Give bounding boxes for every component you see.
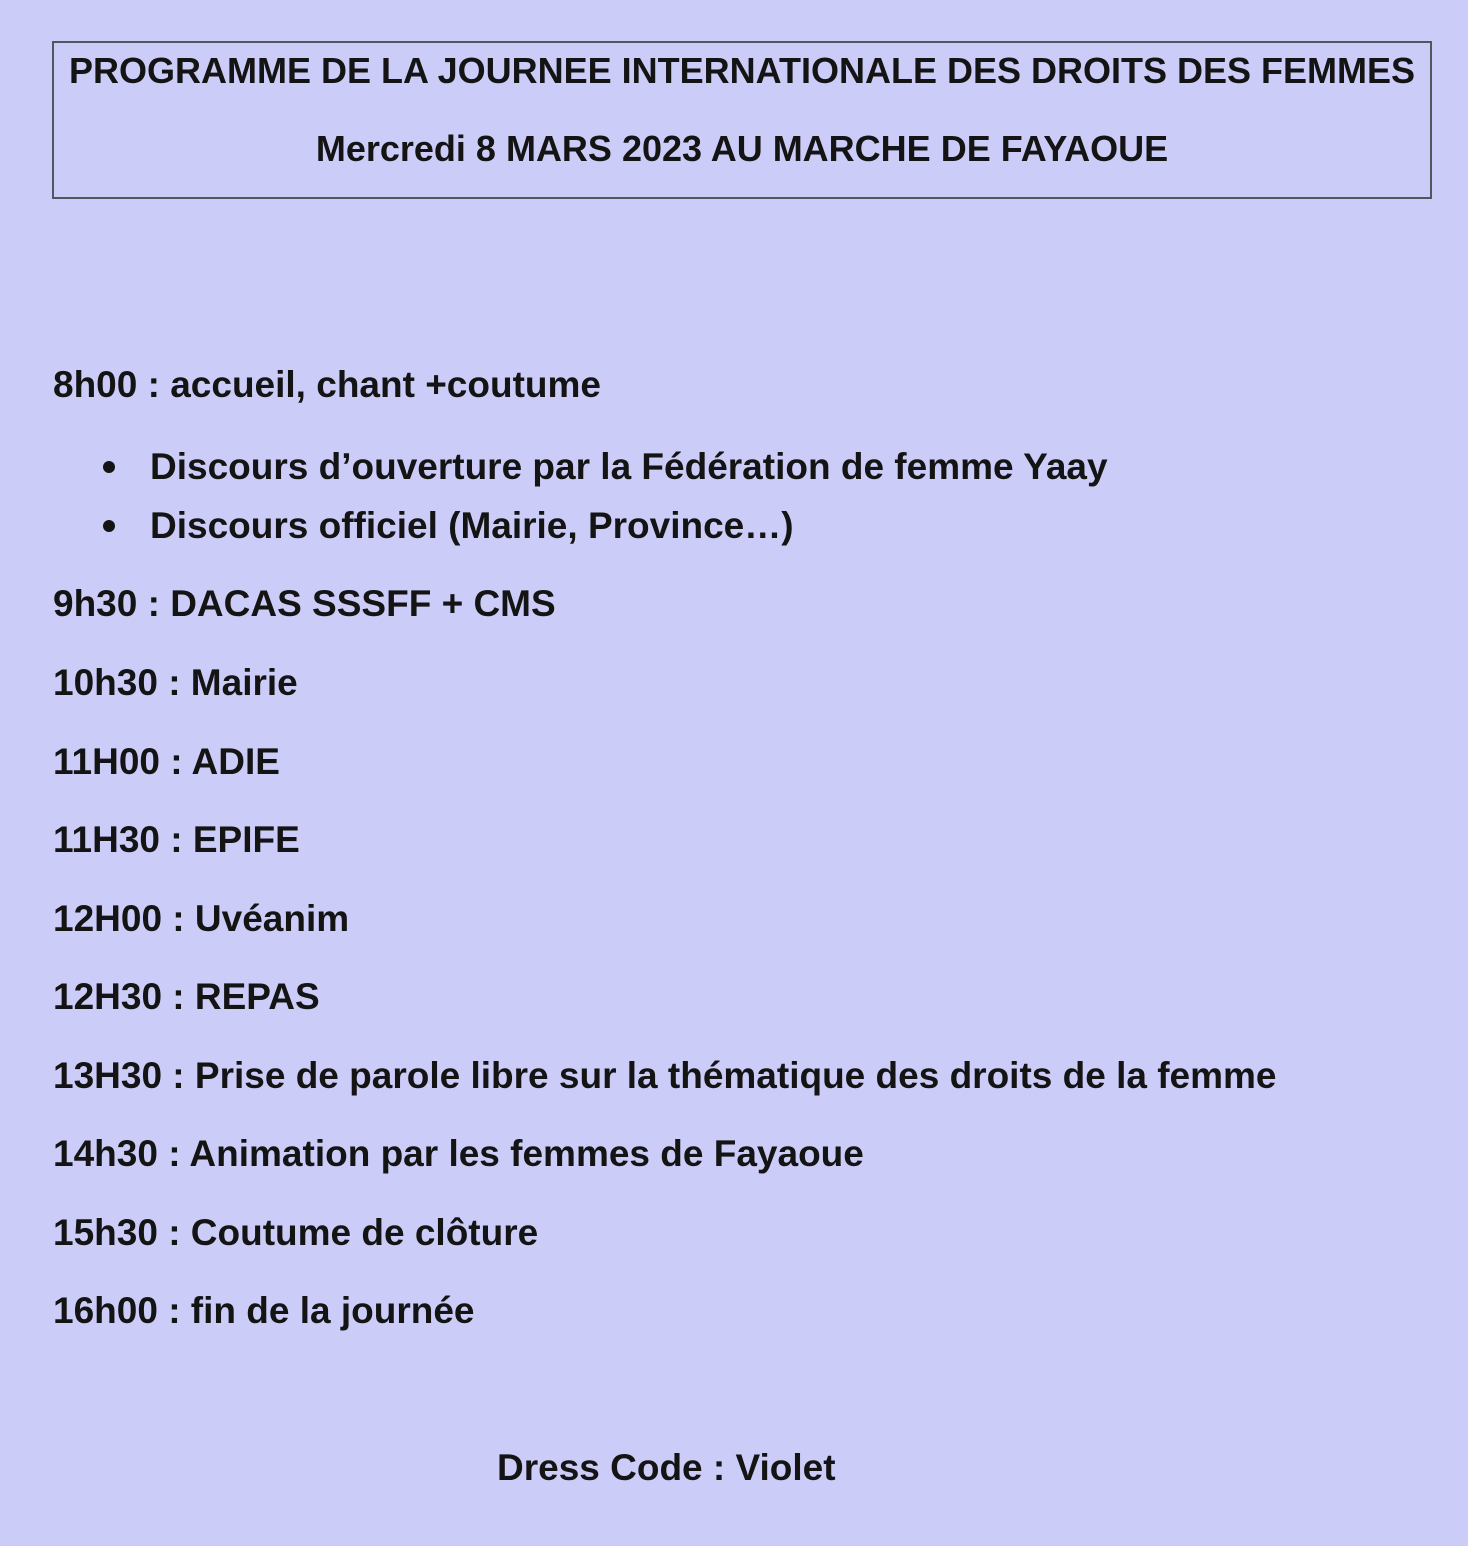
title-box <box>52 41 1432 199</box>
schedule-item: 11H30 : EPIFE <box>53 819 300 860</box>
opening-list-item-text: Discours officiel (Mairie, Province…) <box>150 505 794 546</box>
schedule-item: 13H30 : Prise de parole libre sur la thématique des droits de la femme <box>53 1055 1277 1096</box>
bullet-icon <box>103 461 115 473</box>
program-date-location: Mercredi 8 MARS 2023 AU MARCHE DE FAYAOUE <box>315 128 1169 169</box>
schedule-item: 8h00 : accueil, chant +coutume <box>53 364 601 405</box>
schedule-item: 14h30 : Animation par les femmes de Fayaoue <box>53 1133 864 1174</box>
bullet-icon <box>103 520 115 532</box>
schedule-item: 15h30 : Coutume de clôture <box>53 1212 539 1253</box>
opening-list-item-text: Discours d’ouverture par la Fédération de femme Yaay <box>150 446 1108 487</box>
program-title: PROGRAMME DE LA JOURNEE INTERNATIONALE DES DROITS DES FEMMES <box>68 50 1416 91</box>
schedule-item: 9h30 : DACAS SSSFF + CMS <box>53 583 556 624</box>
schedule-item: 12H30 : REPAS <box>53 976 320 1017</box>
dress-code: Dress Code : Violet <box>497 1447 836 1488</box>
schedule-item: 12H00 : Uvéanim <box>53 898 350 939</box>
schedule-item: 16h00 : fin de la journée <box>53 1290 475 1331</box>
schedule-item: 11H00 : ADIE <box>53 741 280 782</box>
schedule-item: 10h30 : Mairie <box>53 662 298 703</box>
